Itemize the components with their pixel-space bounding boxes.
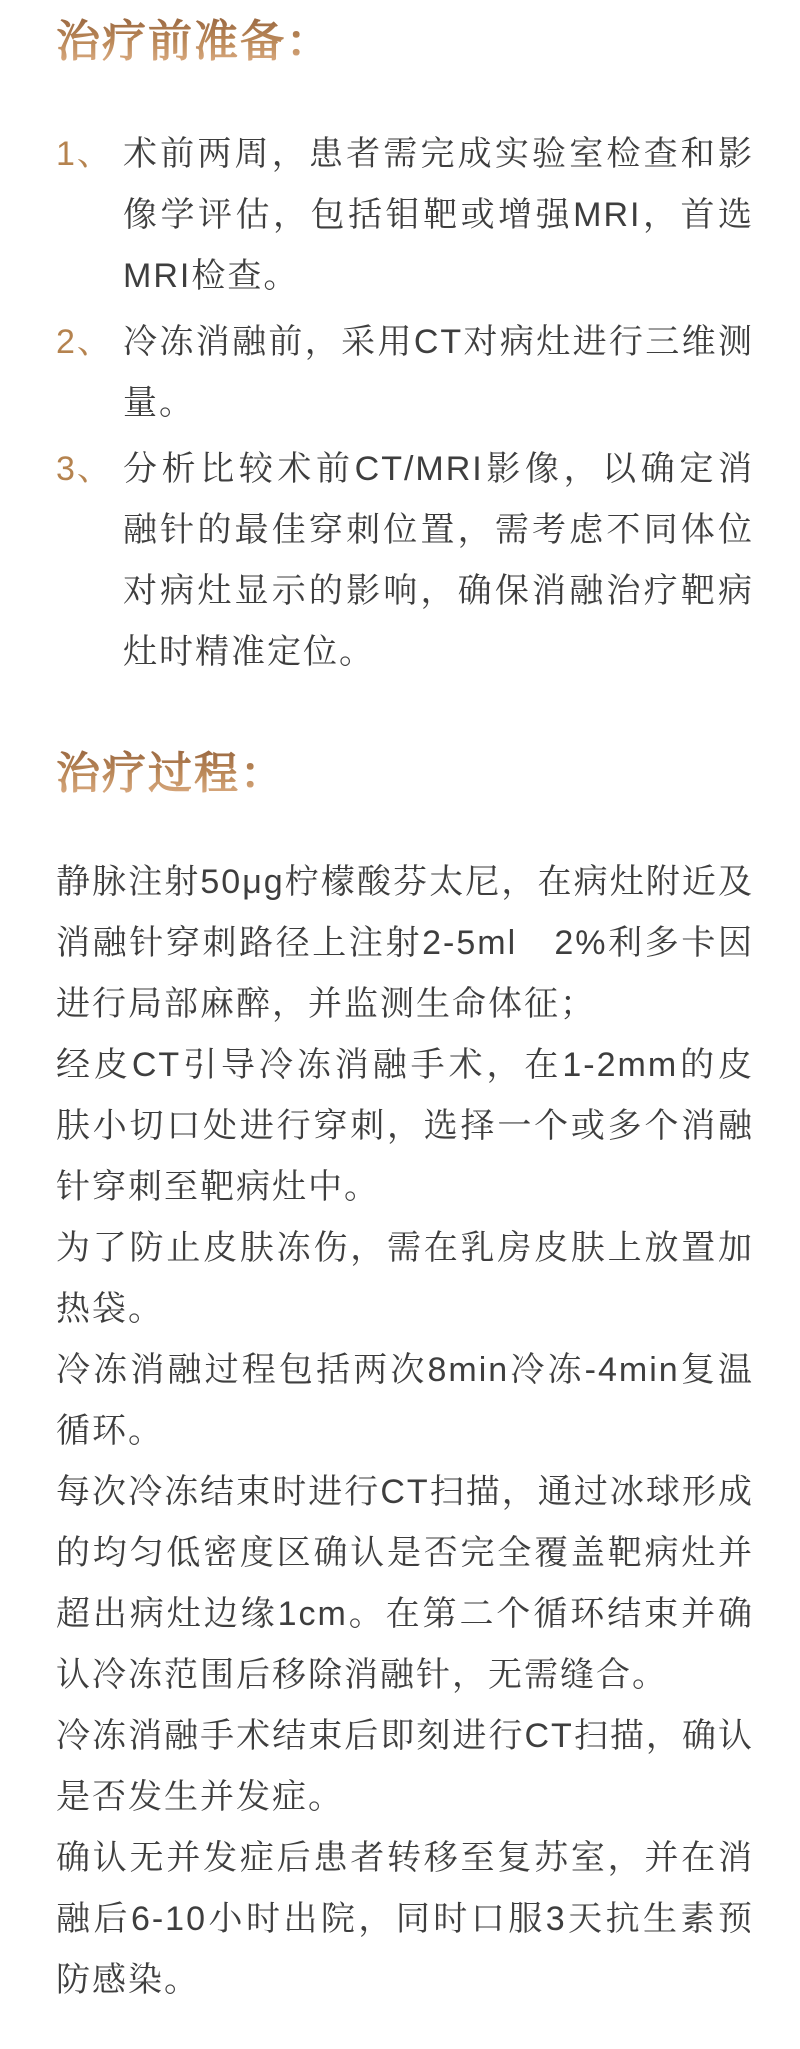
preparation-heading: 治疗前准备： xyxy=(56,16,754,68)
process-heading: 治疗过程： xyxy=(56,748,754,800)
process-paragraph: 静脉注射50μg柠檬酸芬太尼，在病灶附近及消融针穿刺路径上注射2-5ml 2%利多卡因进行局部麻醉，并监测生命体征； xyxy=(56,863,754,1023)
process-paragraph: 确认无并发症后患者转移至复苏室，并在消融后6-10小时出院，同时口服3天抗生素预防感染。 xyxy=(56,1839,754,1999)
process-paragraphs xyxy=(56,852,754,2011)
process-paragraph: 冷冻消融手术结束后即刻进行CT扫描，确认是否发生并发症。 xyxy=(56,1717,754,1816)
section-process xyxy=(56,748,754,2011)
list-item xyxy=(56,312,754,434)
section-preparation xyxy=(56,16,754,683)
list-item-text: 分析比较术前CT/MRI影像，以确定消融针的最佳穿刺位置，需考虑不同体位对病灶显示的影响，确保消融治疗靶病灶时精准定位。 xyxy=(123,450,754,671)
process-paragraph: 冷冻消融过程包括两次8min冷冻-4min复温循环。 xyxy=(56,1351,754,1450)
list-item-text: 冷冻消融前，采用CT对病灶进行三维测量。 xyxy=(123,323,754,422)
list-item xyxy=(56,124,754,307)
list-item-number: 1、 xyxy=(56,135,113,173)
list-item-number: 3、 xyxy=(56,450,113,488)
process-paragraph: 每次冷冻结束时进行CT扫描，通过冰球形成的均匀低密度区确认是否完全覆盖靶病灶并超出病灶边缘1cm。在第二个循环结束并确认冷冻范围后移除消融针，无需缝合。 xyxy=(56,1473,754,1694)
process-paragraph: 经皮CT引导冷冻消融手术，在1-2mm的皮肤小切口处进行穿刺，选择一个或多个消融针穿刺至靶病灶中。 xyxy=(56,1046,754,1206)
list-item-number: 2、 xyxy=(56,323,113,361)
process-paragraph: 为了防止皮肤冻伤，需在乳房皮肤上放置加热袋。 xyxy=(56,1229,754,1328)
list-item xyxy=(56,439,754,683)
preparation-list xyxy=(56,124,754,683)
list-item-text: 术前两周，患者需完成实验室检查和影像学评估，包括钼靶或增强MRI，首选MRI检查。 xyxy=(123,135,754,295)
